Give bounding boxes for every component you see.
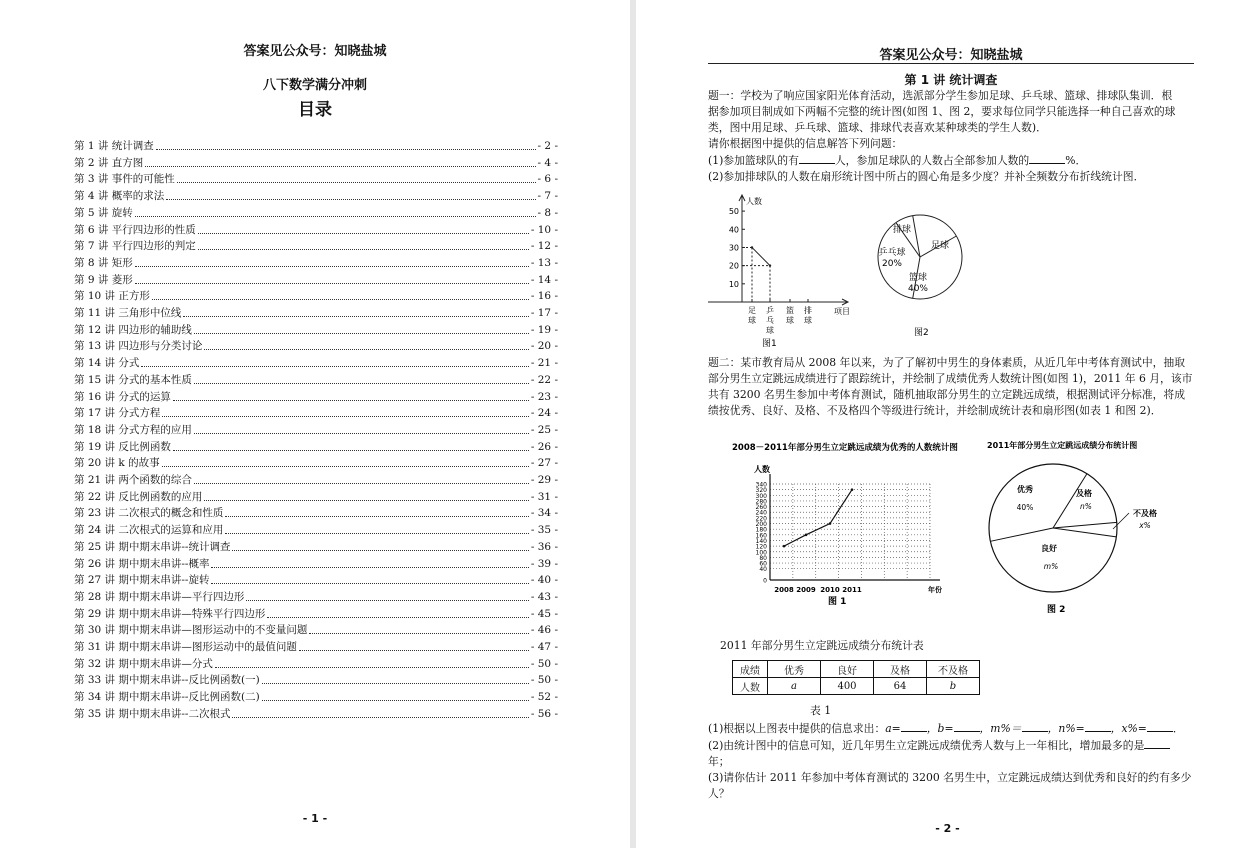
table-cell: 不及格 bbox=[927, 661, 980, 678]
toc-entry-title: 第 10 讲 正方形 bbox=[74, 290, 150, 303]
toc-leader-dots bbox=[152, 299, 529, 300]
q1-line: 题一：学校为了响应国家阳光体育活动，选派部分学生参加足球、乒乓球、篮球、排球队集训．根 bbox=[708, 89, 1173, 102]
toc-entry-page: - 8 - bbox=[537, 206, 558, 219]
y-tick-label: 260 bbox=[755, 504, 767, 512]
toc-leader-dots bbox=[225, 533, 528, 534]
y-tick-label: 80 bbox=[759, 554, 767, 562]
toc-leader-dots bbox=[173, 450, 529, 451]
toc-entry-page: - 27 - bbox=[530, 457, 558, 470]
chart-caption: 图2 bbox=[914, 328, 929, 338]
table-cell: 及格 bbox=[874, 661, 927, 678]
x-tick-label: 排 bbox=[804, 306, 812, 315]
toc-entry-title: 第 2 讲 直方图 bbox=[74, 156, 144, 169]
toc-entry[interactable] bbox=[74, 221, 558, 237]
page-2 bbox=[636, 0, 1259, 848]
data-point bbox=[851, 488, 854, 491]
table-row bbox=[733, 678, 980, 695]
toc-leader-dots bbox=[166, 199, 535, 200]
book-subtitle: 八下数学满分冲刺 bbox=[262, 78, 367, 93]
toc-entry-page: - 7 - bbox=[537, 190, 558, 203]
toc-entry-page: - 43 - bbox=[530, 590, 558, 603]
x-tick-label: 球 bbox=[804, 316, 812, 325]
toc-entry-page: - 20 - bbox=[530, 340, 558, 353]
answer-blank[interactable] bbox=[1147, 720, 1173, 732]
table-caption: 表 1 bbox=[810, 704, 832, 717]
y-tick-label: 340 bbox=[755, 481, 767, 489]
pie-slice-percent: n% bbox=[1080, 502, 1092, 511]
chart-caption: 图1 bbox=[762, 339, 777, 349]
toc-entry[interactable] bbox=[74, 655, 558, 671]
answer-blank[interactable] bbox=[799, 152, 835, 164]
toc-entry-title: 第 24 讲 二次根式的运算和应用 bbox=[74, 524, 224, 537]
q2-line: 共有 3200 名男生参加中考体育测试，随机抽取部分男生的立定跳远成绩，根据测试评分标准，将成 bbox=[708, 388, 1186, 401]
toc-leader-dots bbox=[194, 483, 529, 484]
y-tick-label: 200 bbox=[755, 521, 767, 529]
toc-entry-page: - 13 - bbox=[530, 256, 558, 269]
toc-entry[interactable] bbox=[74, 438, 558, 454]
toc-entry-title: 第 26 讲 期中期末串讲--概率 bbox=[74, 557, 210, 570]
y-tick-label: 100 bbox=[755, 549, 767, 557]
q1-part2: (2)参加排球队的人数在扇形统计图中所占的圆心角是多少度？并补全频数分布折线统计图． bbox=[708, 170, 1145, 183]
toc-entry[interactable] bbox=[74, 421, 558, 437]
toc-leader-dots bbox=[177, 182, 536, 183]
toc-entry-title: 第 32 讲 期中期末串讲—分式 bbox=[74, 657, 213, 670]
table-cell: 成绩 bbox=[733, 661, 768, 678]
toc-entry-page: - 25 - bbox=[530, 423, 558, 436]
answer-blank[interactable] bbox=[1022, 720, 1048, 732]
toc-leader-dots bbox=[211, 583, 528, 584]
toc-entry[interactable] bbox=[74, 605, 558, 621]
table-cell: 人数 bbox=[733, 678, 768, 695]
table-cell: 优秀 bbox=[768, 661, 821, 678]
q2-answer-3-end: 人？ bbox=[708, 787, 730, 800]
toc-entry-title: 第 5 讲 旋转 bbox=[74, 206, 133, 219]
pie-slice-percent: 40% bbox=[907, 284, 929, 294]
toc-entry-title: 第 27 讲 期中期末串讲--旋转 bbox=[74, 574, 210, 587]
toc-leader-dots bbox=[267, 617, 528, 618]
y-tick-label: 140 bbox=[755, 537, 767, 545]
toc-entry[interactable] bbox=[74, 504, 558, 520]
answer-blank[interactable] bbox=[954, 720, 980, 732]
toc-entry-title: 第 31 讲 期中期末串讲—图形运动中的最值问题 bbox=[74, 641, 297, 653]
y-tick-label: 0 bbox=[763, 577, 767, 585]
toc-entry[interactable] bbox=[74, 354, 558, 370]
data-point bbox=[805, 534, 808, 537]
toc-entry-title: 第 13 讲 四边形与分类讨论 bbox=[74, 340, 203, 353]
pie-slice-label: 足球 bbox=[930, 241, 950, 251]
y-tick-label: 220 bbox=[755, 515, 767, 523]
toc-entry[interactable] bbox=[74, 588, 558, 604]
toc-entry-page: - 19 - bbox=[530, 323, 558, 336]
y-tick-label: 40 bbox=[759, 566, 767, 574]
pie-slice-label: 及格 bbox=[1076, 489, 1092, 498]
toc-leader-dots bbox=[309, 633, 528, 634]
y-tick-label: 20 bbox=[728, 261, 739, 271]
answer-blank[interactable] bbox=[1144, 737, 1170, 749]
toc-entry[interactable] bbox=[74, 187, 558, 203]
toc-entry-page: - 10 - bbox=[530, 223, 558, 236]
toc-entry-page: - 14 - bbox=[530, 273, 558, 286]
toc-entry-title: 第 3 讲 事件的可能性 bbox=[74, 173, 175, 186]
toc-entry-title: 第 15 讲 分式的基本性质 bbox=[74, 373, 192, 386]
y-tick-label: 10 bbox=[728, 279, 739, 289]
data-point bbox=[769, 264, 771, 266]
toc-entry-title: 第 14 讲 分式 bbox=[74, 357, 140, 370]
toc-leader-dots bbox=[135, 283, 529, 284]
toc-entry-title: 第 9 讲 菱形 bbox=[74, 273, 133, 286]
toc-entry-page: - 22 - bbox=[530, 373, 558, 386]
toc-leader-dots bbox=[173, 400, 529, 401]
var-m: ，m%＝ bbox=[979, 722, 1022, 735]
pie-slice-label: 良好 bbox=[1041, 544, 1057, 553]
toc-leader-dots bbox=[299, 650, 529, 651]
toc-entry[interactable] bbox=[74, 538, 558, 554]
x-tick-label: 2008 bbox=[774, 586, 794, 594]
toc-entry-page: - 35 - bbox=[530, 524, 558, 537]
toc-entry[interactable] bbox=[74, 404, 558, 420]
toc-leader-dots bbox=[211, 567, 528, 568]
toc-entry[interactable] bbox=[74, 237, 558, 253]
toc-entry[interactable] bbox=[74, 287, 558, 303]
toc-entry[interactable] bbox=[74, 304, 558, 320]
toc-leader-dots bbox=[156, 149, 536, 150]
toc-entry-page: - 31 - bbox=[530, 490, 558, 503]
toc-entry-page: - 12 - bbox=[530, 240, 558, 253]
y-tick-label: 320 bbox=[755, 487, 767, 495]
q2-answers bbox=[708, 720, 1191, 802]
x-tick-label: 球 bbox=[748, 316, 756, 325]
q2-answer-3: (3)请你估计 2011 年参加中考体育测试的 3200 名男生中，立定跳远成绩达到优秀和良好的约有多少 bbox=[708, 771, 1192, 784]
answer-blank[interactable] bbox=[1029, 152, 1065, 164]
toc-entry[interactable] bbox=[74, 555, 558, 571]
q1-line: 类，图中用足球、乒乓球、篮球、排球代表喜欢某种球类的学生人数)． bbox=[708, 121, 1047, 134]
toc-entry[interactable] bbox=[74, 571, 558, 587]
x-tick-label: 足 bbox=[748, 306, 756, 315]
toc-entry-page: - 34 - bbox=[530, 507, 558, 520]
q2-line: 绩按优秀、良好、及格、不及格四个等级进行统计，并绘制成统计表和扇形图(如表 1 和图 2)． bbox=[708, 404, 1162, 417]
var-b: ，b= bbox=[926, 722, 954, 735]
toc-entry-title: 第 30 讲 期中期末串讲—图形运动中的不变量问题 bbox=[74, 624, 308, 637]
toc-entry-title: 第 1 讲 统计调查 bbox=[74, 140, 154, 152]
toc-leader-dots bbox=[194, 433, 529, 434]
data-point bbox=[783, 545, 786, 548]
toc-entry-page: - 46 - bbox=[530, 624, 558, 637]
toc-leader-dots bbox=[145, 166, 535, 167]
toc-leader-dots bbox=[198, 249, 529, 250]
toc-entry[interactable] bbox=[74, 321, 558, 337]
toc-entry-page: - 56 - bbox=[530, 707, 558, 720]
toc-leader-dots bbox=[232, 550, 528, 551]
q1-part1-a: (1)参加篮球队的有 bbox=[708, 154, 799, 167]
toc-entry-page: - 47 - bbox=[530, 641, 558, 653]
q2-answer-2-end: 年； bbox=[708, 755, 730, 768]
chart-title: 2008－2011年部分男生立定跳远成绩为优秀的人数统计图 bbox=[732, 443, 958, 453]
toc-entry-page: - 21 - bbox=[530, 357, 558, 370]
chart-caption: 图 1 bbox=[828, 597, 847, 607]
pie-slice-label: 排球 bbox=[892, 225, 912, 235]
q1-text bbox=[708, 88, 1175, 185]
toc-entry-title: 第 28 讲 期中期末串讲—平行四边形 bbox=[74, 590, 245, 603]
toc-entry-title: 第 8 讲 矩形 bbox=[74, 256, 133, 269]
toc-entry-page: - 24 - bbox=[530, 407, 558, 420]
toc-leader-dots bbox=[162, 466, 529, 467]
toc-entry-page: - 26 - bbox=[530, 440, 558, 453]
q1-line: 请你根据图中提供的信息解答下列问题： bbox=[708, 137, 903, 150]
q2-answer-1-text: (1)根据以上图表中提供的信息求出： bbox=[708, 722, 886, 735]
toc-entry-title: 第 33 讲 期中期末串讲--反比例函数(一) bbox=[74, 674, 260, 687]
answer-1-end: ． bbox=[1172, 722, 1184, 735]
toc-entry-page: - 17 - bbox=[530, 307, 558, 319]
y-tick-label: 50 bbox=[728, 207, 739, 217]
toc-entry-page: - 50 - bbox=[530, 657, 558, 670]
toc-entry-title: 第 19 讲 反比例函数 bbox=[74, 440, 171, 453]
toc-leader-dots bbox=[246, 600, 528, 601]
toc-entry-title: 第 6 讲 平行四边形的性质 bbox=[74, 223, 196, 236]
pie-slice-label: 不及格 bbox=[1133, 509, 1157, 518]
toc-entry-page: - 4 - bbox=[537, 156, 558, 169]
toc-entry-title: 第 18 讲 分式方程的应用 bbox=[74, 423, 192, 436]
toc-title: 目录 bbox=[298, 100, 332, 120]
toc-entry[interactable] bbox=[74, 388, 558, 404]
x-tick-label: 球 bbox=[766, 326, 774, 335]
data-point bbox=[829, 522, 832, 525]
x-tick-label: 篮 bbox=[786, 306, 794, 315]
q1-pie-chart bbox=[864, 205, 974, 345]
toc-entry-title: 第 29 讲 期中期末串讲—特殊平行四边形 bbox=[74, 607, 266, 620]
pie-slice-label: 优秀 bbox=[1017, 485, 1033, 494]
toc-entry[interactable] bbox=[74, 521, 558, 537]
toc-leader-dots bbox=[194, 383, 529, 384]
toc-entry-page: - 45 - bbox=[530, 607, 558, 620]
toc-leader-dots bbox=[232, 717, 528, 718]
toc-entry-title: 第 7 讲 平行四边形的判定 bbox=[74, 240, 196, 253]
pie-slice-label: 篮球 bbox=[908, 273, 928, 283]
page-number: - 1 - bbox=[302, 812, 328, 825]
toc-entry[interactable] bbox=[74, 454, 558, 470]
x-tick-label: 乓 bbox=[766, 316, 774, 325]
header-rule bbox=[708, 63, 1194, 64]
var-x: ，x%= bbox=[1110, 722, 1147, 735]
data-point bbox=[751, 246, 753, 248]
toc-entry-title: 第 23 讲 二次根式的概念和性质 bbox=[74, 507, 224, 520]
y-tick-label: 60 bbox=[759, 560, 767, 568]
toc-entry-page: - 29 - bbox=[530, 474, 558, 486]
toc-leader-dots bbox=[262, 700, 529, 701]
toc-entry-page: - 6 - bbox=[537, 173, 558, 186]
x-tick-label: 2009 bbox=[796, 586, 816, 594]
var-n: ，n%= bbox=[1047, 722, 1085, 735]
answer-blank[interactable] bbox=[1085, 720, 1111, 732]
toc-leader-dots bbox=[215, 667, 529, 668]
q2-text bbox=[708, 355, 1192, 419]
toc-entry-title: 第 4 讲 概率的求法 bbox=[74, 190, 165, 203]
toc-entry-title: 第 34 讲 期中期末串讲--反比例函数(二) bbox=[74, 691, 260, 704]
toc-entry-title: 第 25 讲 期中期末串讲--统计调查 bbox=[74, 540, 231, 553]
var-a: a= bbox=[885, 722, 901, 735]
toc-entry[interactable] bbox=[74, 154, 558, 170]
toc-leader-dots bbox=[135, 216, 536, 217]
y-tick-label: 160 bbox=[755, 532, 767, 540]
toc-entry-title: 第 12 讲 四边形的辅助线 bbox=[74, 323, 192, 336]
y-tick-label: 300 bbox=[755, 492, 767, 500]
chart-caption: 图 2 bbox=[1047, 605, 1066, 615]
q1-part1-c: %． bbox=[1065, 154, 1087, 167]
chart-title: 2011年部分男生立定跳远成绩分布统计图 bbox=[987, 441, 1138, 450]
x-axis-label: 项目 bbox=[834, 307, 850, 316]
q2-line-chart bbox=[726, 438, 966, 613]
toc-entry[interactable] bbox=[74, 671, 558, 687]
toc-leader-dots bbox=[204, 349, 528, 350]
toc-entry-page: - 23 - bbox=[530, 390, 558, 403]
toc-entry-page: - 40 - bbox=[530, 574, 558, 587]
toc-entry-title: 第 21 讲 两个函数的综合 bbox=[74, 474, 192, 486]
y-axis-label: 人数 bbox=[754, 465, 770, 474]
x-tick-label: 2010 bbox=[820, 586, 840, 594]
pie-slice-percent: 40% bbox=[1016, 503, 1034, 512]
q1-part1-b: 人，参加足球队的人数占全部参加人数的 bbox=[834, 154, 1030, 167]
toc-entry[interactable] bbox=[74, 271, 558, 287]
toc-entry-title: 第 17 讲 分式方程 bbox=[74, 407, 161, 420]
toc-leader-dots bbox=[194, 333, 529, 334]
q2-line: 题二：某市教育局从 2008 年以来，为了了解初中男生的身体素质，从近几年中考体育测试中，抽取 bbox=[708, 356, 1186, 369]
toc-entry-page: - 39 - bbox=[530, 557, 558, 570]
table-row bbox=[733, 661, 980, 678]
toc-leader-dots bbox=[262, 683, 529, 684]
q2-pie-chart bbox=[981, 436, 1161, 616]
toc-entry-page: - 52 - bbox=[530, 691, 558, 704]
q1-line: 据参加项目制成如下两幅不完整的统计图(如图 1、图 2，要求每位同学只能选择一种自己喜欢的球 bbox=[708, 105, 1176, 118]
toc-entry[interactable] bbox=[74, 471, 558, 487]
y-tick-label: 240 bbox=[755, 509, 767, 517]
toc-leader-dots bbox=[198, 233, 529, 234]
q2-answer-2-text: (2)由统计图中的信息可知，近几年男生立定跳远成绩优秀人数与上一年相比，增加最多的是 bbox=[708, 739, 1145, 752]
toc-entry-page: - 36 - bbox=[530, 540, 558, 553]
toc-entry[interactable] bbox=[74, 638, 558, 654]
x-tick-label: 2011 bbox=[842, 586, 862, 594]
toc-entry[interactable] bbox=[74, 204, 558, 220]
table-cell: 400 bbox=[821, 678, 874, 695]
toc-entry[interactable] bbox=[74, 371, 558, 387]
score-table bbox=[732, 660, 980, 695]
y-tick-label: 30 bbox=[728, 243, 739, 253]
table-cell: 良好 bbox=[821, 661, 874, 678]
q2-line: 部分男生立定跳远成绩进行了跟踪统计，并绘制了成绩优秀人数统计图(如图 1)，2011 年 6 月，该市 bbox=[708, 372, 1193, 385]
pie-slice-percent: m% bbox=[1043, 562, 1059, 571]
toc-entry[interactable] bbox=[74, 337, 558, 353]
toc-entry[interactable] bbox=[74, 488, 558, 504]
toc-leader-dots bbox=[141, 366, 528, 367]
table-cell: 64 bbox=[874, 678, 927, 695]
answer-blank[interactable] bbox=[901, 720, 927, 732]
y-tick-label: 180 bbox=[755, 526, 767, 534]
q1-part1 bbox=[708, 152, 1175, 169]
q2-answer-2 bbox=[708, 737, 1191, 754]
pie-slice-label: 乒乓球 bbox=[878, 248, 906, 258]
table-cell: b bbox=[927, 678, 980, 695]
page-number: - 2 - bbox=[935, 822, 960, 835]
page-header: 答案见公众号：知晓盐城 bbox=[243, 44, 387, 59]
toc-leader-dots bbox=[162, 416, 528, 417]
toc-entry-title: 第 20 讲 k 的故事 bbox=[74, 457, 160, 470]
lesson-title: 第 1 讲 统计调查 bbox=[904, 73, 998, 87]
q1-line-chart bbox=[708, 190, 858, 350]
y-tick-label: 40 bbox=[728, 225, 739, 235]
q2-answer-1 bbox=[708, 720, 1191, 737]
table-title: 2011 年部分男生立定跳远成绩分布统计表 bbox=[720, 639, 924, 652]
page-header: 答案见公众号：知晓盐城 bbox=[879, 48, 1023, 63]
toc-leader-dots bbox=[204, 500, 528, 501]
toc-entry[interactable] bbox=[74, 254, 558, 270]
toc-entry-page: - 16 - bbox=[530, 290, 558, 303]
x-tick-label: 球 bbox=[786, 316, 794, 325]
toc-entry[interactable] bbox=[74, 705, 558, 721]
toc-entry-title: 第 11 讲 三角形中位线 bbox=[74, 307, 182, 319]
x-axis-label: 年份 bbox=[928, 586, 942, 594]
toc-entry-title: 第 22 讲 反比例函数的应用 bbox=[74, 490, 203, 503]
toc-leader-dots bbox=[135, 266, 529, 267]
toc-leader-dots bbox=[183, 316, 528, 317]
y-tick-label: 280 bbox=[755, 498, 767, 506]
series-line bbox=[752, 247, 770, 265]
toc-entry[interactable] bbox=[74, 688, 558, 704]
toc-entry-page: - 50 - bbox=[530, 674, 558, 687]
toc-entry-title: 第 16 讲 分式的运算 bbox=[74, 390, 171, 403]
y-tick-label: 120 bbox=[755, 543, 767, 551]
table-cell: a bbox=[768, 678, 821, 695]
toc-entry[interactable] bbox=[74, 137, 558, 153]
toc-leader-dots bbox=[225, 516, 528, 517]
pie-slice-percent: x% bbox=[1139, 521, 1151, 530]
x-tick-label: 乒 bbox=[766, 306, 774, 315]
pie-slice-percent: 20% bbox=[881, 259, 903, 269]
toc-entry[interactable] bbox=[74, 621, 558, 637]
toc-entry-page: - 2 - bbox=[537, 140, 558, 152]
y-axis-label: 人数 bbox=[746, 197, 762, 206]
toc-entry[interactable] bbox=[74, 170, 558, 186]
toc-entry-title: 第 35 讲 期中期末串讲--二次根式 bbox=[74, 707, 231, 720]
